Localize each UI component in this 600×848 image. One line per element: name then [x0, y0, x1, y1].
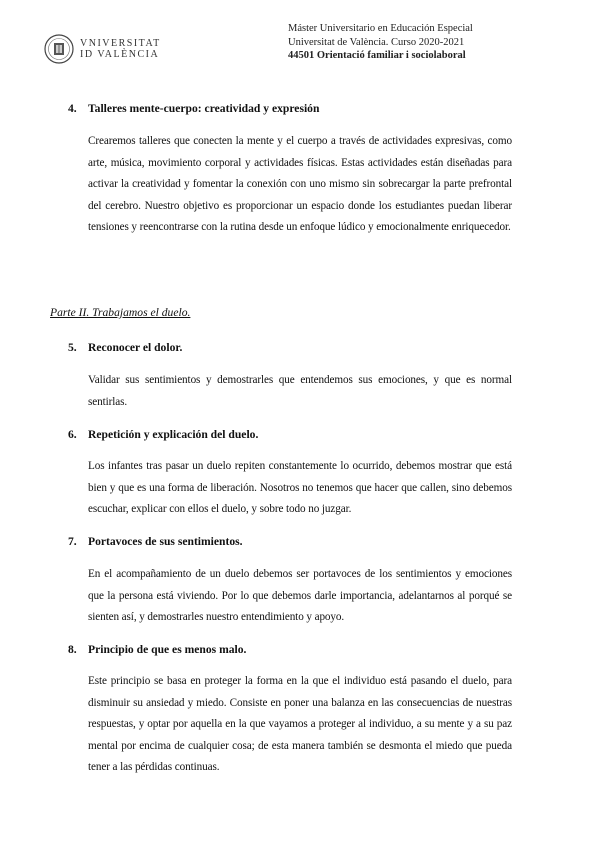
section-heading-8	[68, 643, 246, 656]
section-number: 8.	[68, 643, 77, 656]
section-title: Talleres mente-cuerpo: creatividad y expresión	[88, 102, 320, 115]
section-body-6: Los infantes tras pasar un duelo repiten constantemente lo ocurrido, debemos mostrar que está bien y que es una forma de liberación. Nosotros no tenemos que hacer que callen, sino debemos escuchar, explicar con ellos el duelo, y sobre todo no juzgar.	[88, 460, 512, 516]
section-title: Reconocer el dolor.	[88, 341, 183, 354]
section-number: 7.	[68, 535, 77, 548]
section-body-8: Este principio se basa en proteger la forma en la que el individuo está pasando el duelo, para disminuir su ansiedad y miedo. Consiste en poner una balanza en las consecuencias de nuestras respuestas, y optar por aquella en la que vayamos a proteger al individuo, a su mente y a su paz mental por encima de cualquier cosa; de esta manera también se desmonta el miedo que pueda tener a las pérdidas continuas.	[88, 675, 512, 774]
document-header	[288, 22, 578, 63]
section-number: 6.	[68, 428, 77, 441]
section-number: 4.	[68, 102, 77, 115]
section-title: Principio de que es menos malo.	[88, 643, 247, 656]
section-heading-5	[68, 341, 182, 354]
section-heading-7	[68, 535, 243, 548]
university-seal-icon	[44, 34, 74, 64]
section-body-7: En el acompañamiento de un duelo debemos ser portavoces de los sentimientos y emociones que la persona está viviendo. Por lo que debemos darle importancia, adelantarnos al porqué se sienten así, y demostrarles nuestro entendimiento y apoyo.	[88, 568, 512, 624]
logo-line-2: ID VALÈNCIA	[80, 49, 160, 60]
section-heading-4	[68, 102, 319, 115]
section-heading-6	[68, 428, 258, 441]
header-degree: Máster Universitario en Educación Especial	[288, 23, 473, 34]
logo-line-1: VNIVERSITAT	[80, 38, 161, 49]
section-body-5: Validar sus sentimientos y demostrarles que entendemos sus emociones, y que es normal sentirlas.	[88, 374, 512, 408]
header-subject: 44501 Orientació familiar i sociolaboral	[288, 50, 466, 61]
part-heading: Parte II. Trabajamos el duelo.	[50, 306, 191, 319]
logo-wordmark	[80, 38, 161, 60]
header-course: Universitat de València. Curso 2020-2021	[288, 36, 465, 48]
section-number: 5.	[68, 341, 77, 354]
section-title: Portavoces de sus sentimientos.	[88, 535, 243, 548]
university-logo	[44, 32, 194, 66]
section-title: Repetición y explicación del duelo.	[88, 428, 259, 441]
section-body-4: Crearemos talleres que conecten la mente y el cuerpo a través de actividades expresivas, como arte, música, movimiento corporal y actividades físicas. Estas actividades están diseñadas para activar la creatividad y fomentar la conexión con uno mismo sin sobrecargar la parte prefrontal del cerebro. Nuestro objetivo es proporcionar un espacio donde los estudiantes puedan liberar tensiones y reencontrarse con la rutina desde un enfoque lúdico y emocionalmente enriquecedor.	[88, 135, 512, 234]
